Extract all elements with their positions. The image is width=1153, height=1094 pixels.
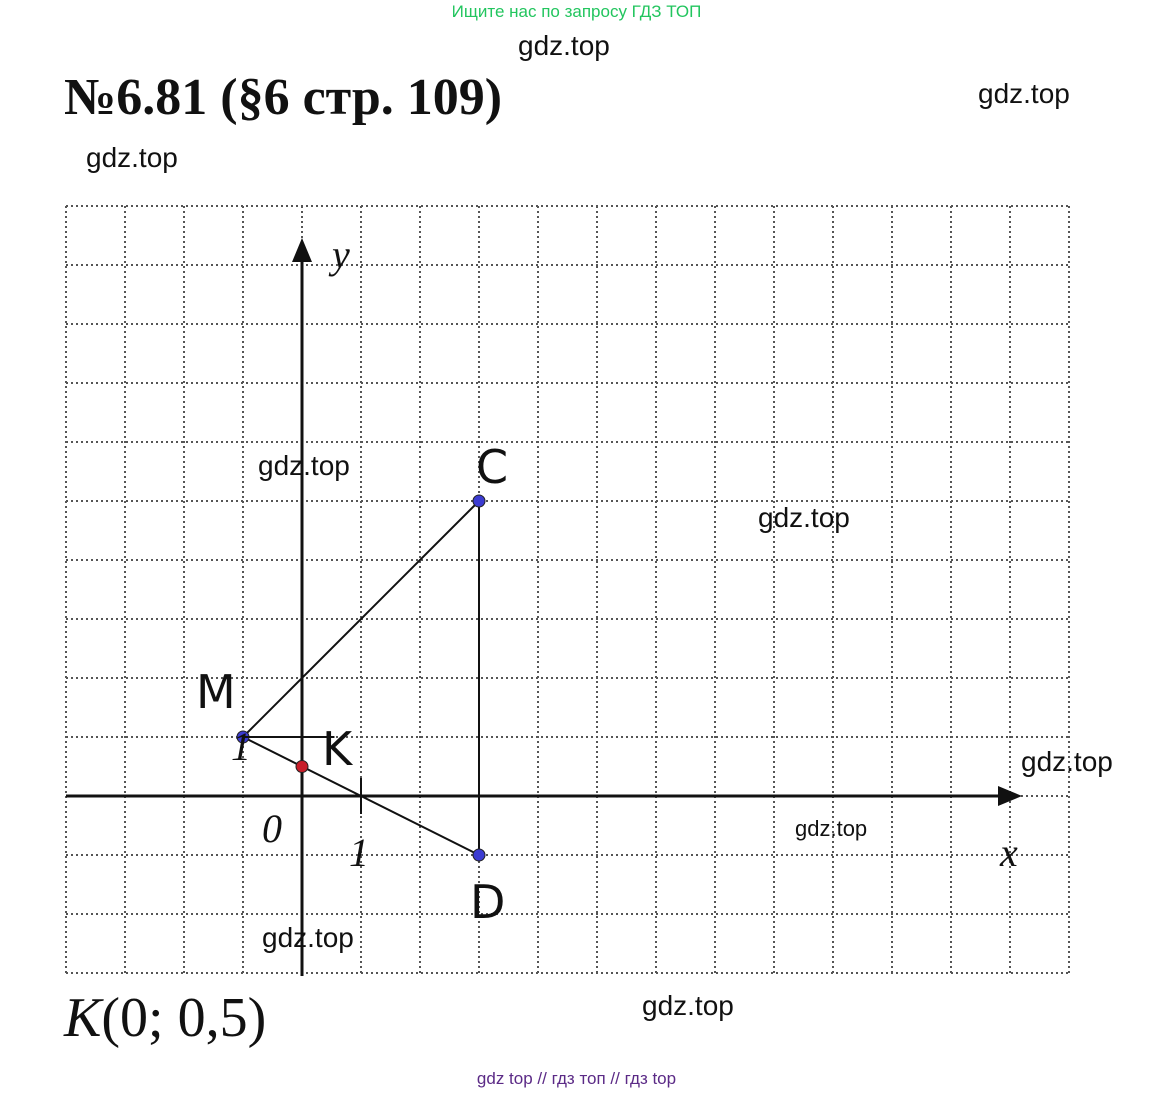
watermark: gdz.top xyxy=(86,142,178,173)
unit-label: 1 xyxy=(231,724,251,769)
watermark: gdz.top xyxy=(518,30,610,61)
grid xyxy=(66,206,1069,976)
answer-point: K xyxy=(64,987,102,1049)
watermark: gdz.top xyxy=(1021,746,1113,777)
footer-links[interactable]: gdz top // гдз топ // гдз top xyxy=(476,1069,677,1088)
x-axis-label: x xyxy=(1000,830,1018,875)
watermark: gdz.top xyxy=(795,816,868,841)
answer-coords: (0; 0,5) xyxy=(101,987,267,1049)
point-d xyxy=(473,849,485,861)
answer xyxy=(64,986,266,1050)
problem-title: №6.81 (§6 стр. 109) xyxy=(64,69,503,126)
point-c xyxy=(473,495,485,507)
origin-label: 0 xyxy=(262,806,282,851)
search-banner[interactable]: Ищите нас по запросу ГДЗ ТОП xyxy=(451,2,702,21)
unit-label: 1 xyxy=(349,830,369,875)
y-axis-label: y xyxy=(332,232,350,277)
axes xyxy=(66,238,1022,976)
watermark: gdz.top xyxy=(262,922,354,953)
y-axis-arrow xyxy=(292,238,312,262)
point-label-k: K xyxy=(322,722,353,776)
point-k xyxy=(296,761,308,773)
watermark: gdz.top xyxy=(978,78,1070,109)
point-label-c: C xyxy=(476,440,509,494)
point-label-d: D xyxy=(470,875,506,929)
watermark: gdz.top xyxy=(642,990,734,1021)
watermark: gdz.top xyxy=(758,502,850,533)
watermark: gdz.top xyxy=(258,450,350,481)
point-label-m: M xyxy=(196,665,236,719)
